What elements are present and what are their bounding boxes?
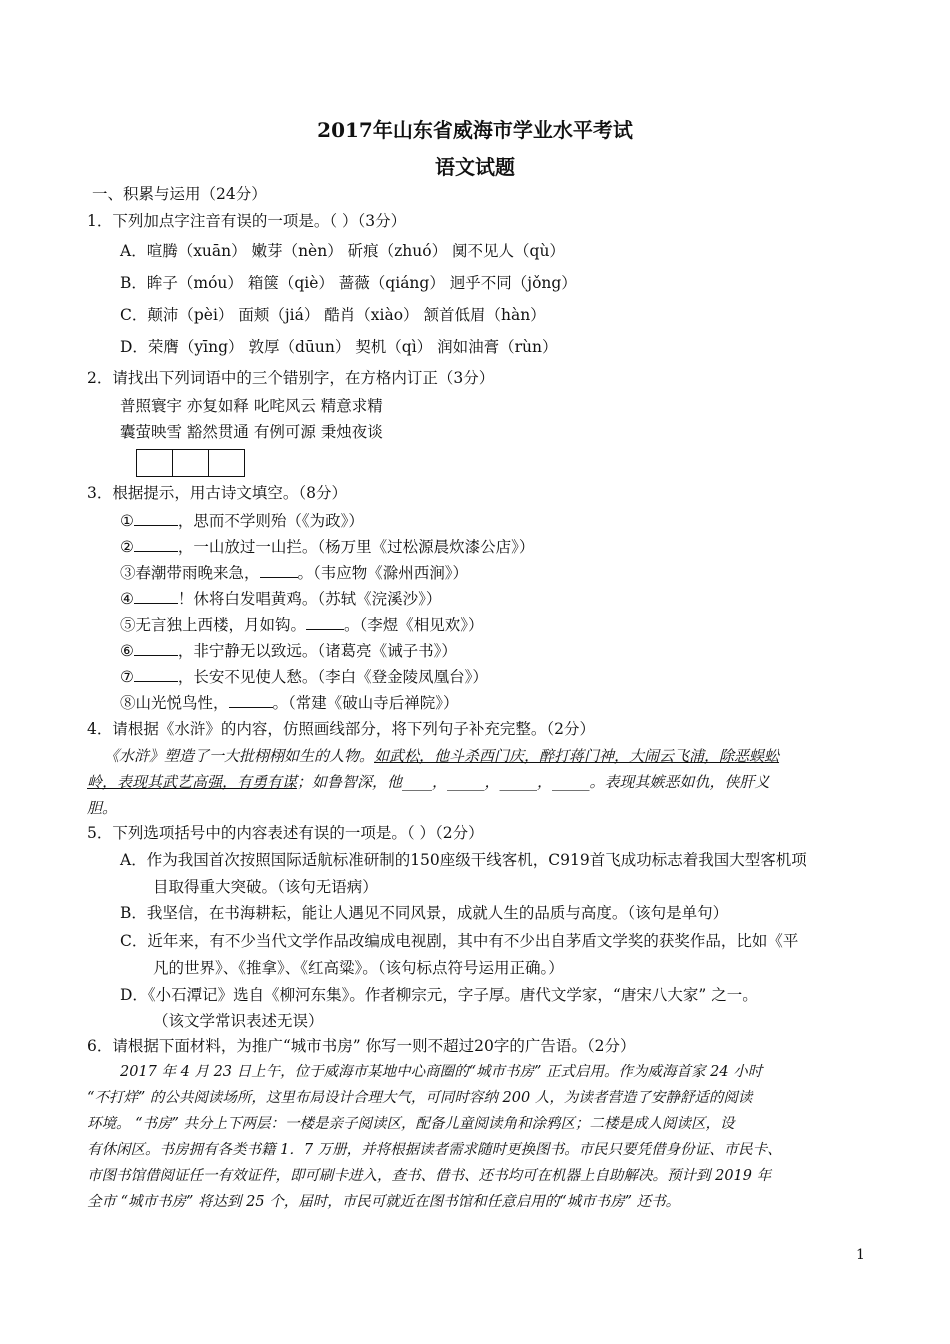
answer-boxes[interactable] — [136, 449, 244, 476]
q3-item-4 — [120, 589, 441, 609]
q5-option-c: C．近年来，有不少当代文学作品改编成电视剧，其中有不少出自茅盾文学奖的获奖作品，比如《平 — [120, 932, 799, 950]
fill-blank[interactable] — [306, 615, 344, 630]
q1-option-b: B．眸子（móu） 箱箧（qiè） 蔷薇（qiáng） 迥乎不同（jǒng） — [120, 274, 577, 292]
q2-words-row2: 囊萤映雪 豁然贯通 有例可源 秉烛夜谈 — [120, 423, 383, 441]
q5-stem: 5．下列选项括号中的内容表述有误的一项是。（ ）（2分） — [87, 824, 484, 842]
q1-option-c: C．颠沛（pèi） 面颊（jiá） 酷肖（xiào） 颔首低眉（hàn） — [120, 306, 546, 324]
q5-option-a-cont: 目取得重大突破。（该句无语病） — [153, 878, 378, 896]
q6-material-line-4: 有休闲区。书房拥有各类书籍 1．7 万册，并将根据读者需求随时更换图书。市民只要凭借身份证、市民卡、 — [87, 1142, 782, 1158]
q3-item-2 — [120, 537, 534, 557]
q4-fill-sentence: ；如鲁智深，他____，_____，_____，_____。表现其嫉恶如仇，侠肝义 — [297, 773, 770, 791]
q3-item-6 — [120, 641, 457, 661]
q5-option-d: D．《小石潭记》选自《柳河东集》。作者柳宗元，字子厚。唐代文学家，“唐宋八大家” 之一。 — [120, 986, 758, 1004]
q3-item-5-prefix: ⑤无言独上西楼，月如钩。 — [120, 616, 307, 634]
fill-blank[interactable] — [134, 667, 178, 682]
fill-blank[interactable] — [134, 641, 178, 656]
section-heading: 一、积累与运用（24分） — [92, 185, 267, 203]
q4-underlined-model: 如武松，他斗杀西门庆，醉打蒋门神，大闹云飞浦，除恶蜈蚣 — [374, 747, 780, 765]
q3-item-3 — [120, 563, 468, 583]
answer-box-1[interactable] — [136, 449, 173, 477]
fill-blank[interactable] — [134, 589, 178, 604]
q3-item-1 — [120, 511, 364, 531]
q3-item-7-text: ，长安不见使人愁。（李白《登金陵凤凰台》） — [177, 668, 488, 686]
q3-item-1-prefix: ① — [120, 512, 134, 530]
q5-option-c-cont: 凡的世界》、《推拿》、《红高粱》。（该句标点符号运用正确。） — [153, 959, 564, 977]
q3-item-5-text: 。（李煜《相见欢》） — [344, 616, 484, 634]
q3-item-8 — [120, 693, 459, 713]
q4-passage-line-2 — [87, 772, 770, 792]
q3-item-4-prefix: ④ — [120, 590, 134, 608]
page-subtitle: 语文试题 — [435, 155, 515, 179]
q3-item-8-text: 。（常建《破山寺后禅院》） — [272, 694, 459, 712]
q1-stem: 1．下列加点字注音有误的一项是。（ ）（3分） — [87, 212, 407, 230]
q6-material-line-2: “不打烊” 的公共阅读场所，这里布局设计合理大气，可同时容纳 200 人，为读者营造了安静舒适的阅读 — [87, 1090, 753, 1106]
answer-box-3[interactable] — [208, 449, 245, 477]
q6-material-line-1: 2017 年 4 月 23 日上午，位于威海市某地中心商圈的“城市书房” 正式启用。作为威海首家 24 小时 — [120, 1064, 763, 1080]
q4-passage-intro: 《水浒》塑造了一大批栩栩如生的人物。 — [104, 747, 375, 765]
answer-box-2[interactable] — [172, 449, 209, 477]
q4-stem: 4．请根据《水浒》的内容，仿照画线部分，将下列句子补充完整。（2分） — [87, 720, 595, 738]
q4-passage-line-3: 胆。 — [87, 799, 118, 817]
q4-underlined-model-end: 岭，表现其武艺高强，有勇有谋 — [87, 773, 298, 791]
q6-material-line-3: 环境。 “书房” 共分上下两层：一楼是亲子阅读区，配备儿童阅读角和涂鸦区；二楼是成人阅读区，设 — [87, 1116, 735, 1132]
q3-item-2-prefix: ② — [120, 538, 134, 556]
q3-item-7 — [120, 667, 488, 687]
q3-item-6-text: ，非宁静无以致远。（诸葛亮《诫子书》） — [177, 642, 457, 660]
fill-blank[interactable] — [229, 693, 273, 708]
q3-item-2-text: ，一山放过一山拦。（杨万里《过松源晨炊漆公店》） — [177, 538, 535, 556]
q3-item-5 — [120, 615, 484, 635]
q2-words-row1: 普照寰宇 亦复如释 叱咤风云 精意求精 — [120, 397, 383, 415]
q5-option-a: A．作为我国首次按照国际适航标准研制的150座级干线客机，C919首飞成功标志着我国大型客机项 — [120, 851, 807, 869]
q6-stem: 6．请根据下面材料，为推广“城市书房” 你写一则不超过20字的广告语。（2分） — [87, 1037, 636, 1055]
q3-item-7-prefix: ⑦ — [120, 668, 134, 686]
q6-material-line-5: 市图书馆借阅证任一有效证件，即可刷卡进入，查书、借书、还书均可在机器上自助解决。预计到 2019 年 — [87, 1168, 772, 1184]
q1-option-d: D．荣膺（yīng） 敦厚（dūun） 契机（qì） 润如油膏（rùn） — [120, 338, 558, 356]
q3-stem: 3．根据提示，用古诗文填空。（8分） — [87, 484, 347, 502]
fill-blank[interactable] — [134, 511, 178, 526]
q1-option-a: A．喧腾（xuān） 嫩芽（nèn） 斫痕（zhuó） 阒不见人（qù） — [120, 242, 565, 260]
page-number: 1 — [856, 1247, 865, 1263]
page-title: 2017年山东省威海市学业水平考试 — [317, 118, 633, 142]
q3-item-6-prefix: ⑥ — [120, 642, 134, 660]
q3-item-3-prefix: ③春潮带雨晚来急， — [120, 564, 260, 582]
q3-item-1-text: ，思而不学则殆（《为政》） — [177, 512, 364, 530]
fill-blank[interactable] — [260, 563, 298, 578]
q3-item-4-text: ！休将白发唱黄鸡。（苏轼《浣溪沙》） — [177, 590, 442, 608]
q5-option-b: B．我坚信，在书海耕耘，能让人遇见不同风景，成就人生的品质与高度。（该句是单句） — [120, 904, 729, 922]
q2-stem: 2．请找出下列词语中的三个错别字，在方格内订正（3分） — [87, 369, 495, 387]
q3-item-8-prefix: ⑧山光悦鸟性， — [120, 694, 229, 712]
q6-material-line-6: 全市 “城市书房” 将达到 25 个，届时，市民可就近在图书馆和任意启用的“城市书房” 还书。 — [87, 1194, 681, 1210]
fill-blank[interactable] — [134, 537, 178, 552]
q5-option-d-cont: （该文学常识表述无误） — [153, 1012, 324, 1030]
q4-passage-line-1 — [104, 746, 779, 766]
q3-item-3-text: 。（韦应物《滁州西涧》） — [297, 564, 469, 582]
